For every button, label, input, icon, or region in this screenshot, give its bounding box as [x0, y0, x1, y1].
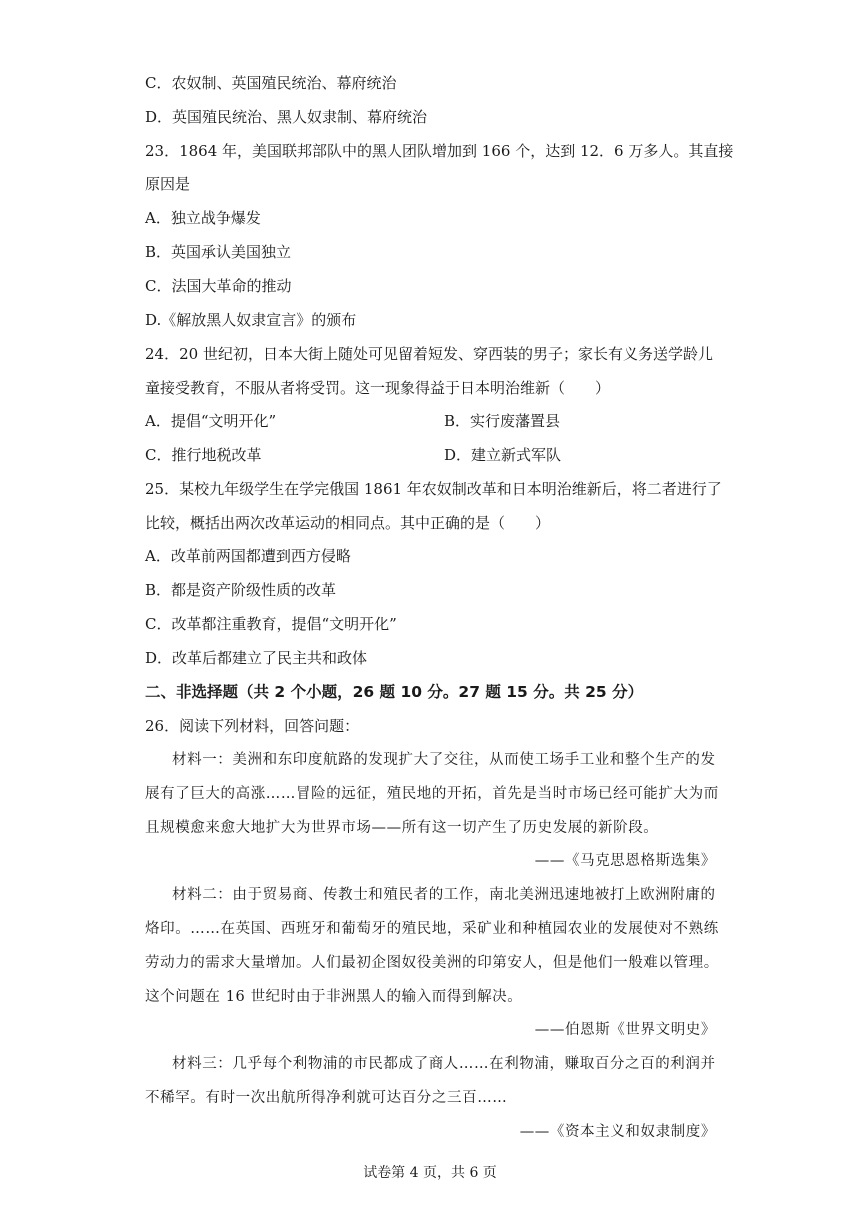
q23-stem-line1: 23．1864 年，美国联邦部队中的黑人团队增加到 166 个，达到 12．6 万多人。其直接 [145, 142, 734, 160]
q22-option-c: C．农奴制、英国殖民统治、幕府统治 [145, 74, 397, 92]
q25-stem-line2: 比较，概括出两次改革运动的相同点。其中正确的是（ ） [145, 514, 551, 532]
q24-option-c: C．推行地税改革 [145, 446, 262, 464]
q25-option-d: D．改革后都建立了民主共和政体 [145, 649, 368, 667]
q26-material2-source: ——伯恩斯《世界文明史》 [534, 1022, 716, 1038]
q23-option-c: C．法国大革命的推动 [145, 277, 292, 295]
q26-material1-source: ——《马克思恩格斯选集》 [534, 853, 716, 869]
q26-material3-line1: 材料三：几乎每个利物浦的市民都成了商人……在利物浦，赚取百分之百的利润并 [172, 1056, 716, 1072]
q25-option-a: A．改革前两国都遭到西方侵略 [145, 547, 351, 565]
q23-option-d: D.《解放黑人奴隶宣言》的颁布 [145, 311, 357, 329]
q23-option-a: A．独立战争爆发 [145, 209, 261, 227]
q23-option-b: B．英国承认美国独立 [145, 243, 292, 261]
section2-heading: 二、非选择题（共 2 个小题，26 题 10 分。27 题 15 分。共 25 分） [145, 683, 644, 701]
page-footer: 试卷第 4 页，共 6 页 [363, 1165, 497, 1181]
q24-option-b: B．实行废藩置县 [444, 412, 561, 430]
q22-option-d: D．英国殖民统治、黑人奴隶制、幕府统治 [145, 108, 428, 126]
q26-material2-line4: 这个问题在 16 世纪时由于非洲黑人的输入而得到解决。 [145, 989, 523, 1005]
q26-material1-line3: 且规模愈来愈大地扩大为世界市场——所有这一切产生了历史发展的新阶段。 [145, 820, 659, 836]
q26-material2-line3: 劳动力的需求大量增加。人们最初企图奴役美洲的印第安人，但是他们一般难以管理。 [145, 955, 719, 971]
q24-stem-line2: 童接受教育，不服从者将受罚。这一现象得益于日本明治维新（ ） [145, 379, 611, 397]
q26-stem: 26．阅读下列材料，回答问题： [145, 717, 360, 735]
q23-stem-line2: 原因是 [145, 175, 191, 193]
q24-option-d: D．建立新式军队 [444, 446, 562, 464]
q26-material2-line2: 烙印。……在英国、西班牙和葡萄牙的殖民地，采矿业和种植园农业的发展使对不熟练 [145, 921, 719, 937]
q26-material1-line2: 展有了巨大的高涨……冒险的远征，殖民地的开拓，首先是当时市场已经可能扩大为而 [145, 786, 719, 802]
q24-stem-line1: 24．20 世纪初，日本大街上随处可见留着短发、穿西装的男子；家长有义务送学龄儿 [145, 345, 713, 363]
q26-material3-source: ——《资本主义和奴隶制度》 [519, 1124, 716, 1140]
q26-material1-line1: 材料一：美洲和东印度航路的发现扩大了交往，从而使工场手工业和整个生产的发 [172, 752, 716, 768]
q26-material3-line2: 不稀罕。有时一次出航所得净利就可达百分之三百…… [145, 1090, 508, 1106]
q25-option-c: C．改革都注重教育，提倡“文明开化” [145, 615, 397, 633]
q25-option-b: B．都是资产阶级性质的改革 [145, 581, 337, 599]
q26-material2-line1: 材料二：由于贸易商、传教士和殖民者的工作，南北美洲迅速地被打上欧洲附庸的 [172, 887, 716, 903]
q24-option-a: A．提倡“文明开化” [145, 412, 277, 430]
q25-stem-line1: 25．某校九年级学生在学完俄国 1861 年农奴制改革和日本明治维新后，将二者进行了 [145, 480, 722, 498]
